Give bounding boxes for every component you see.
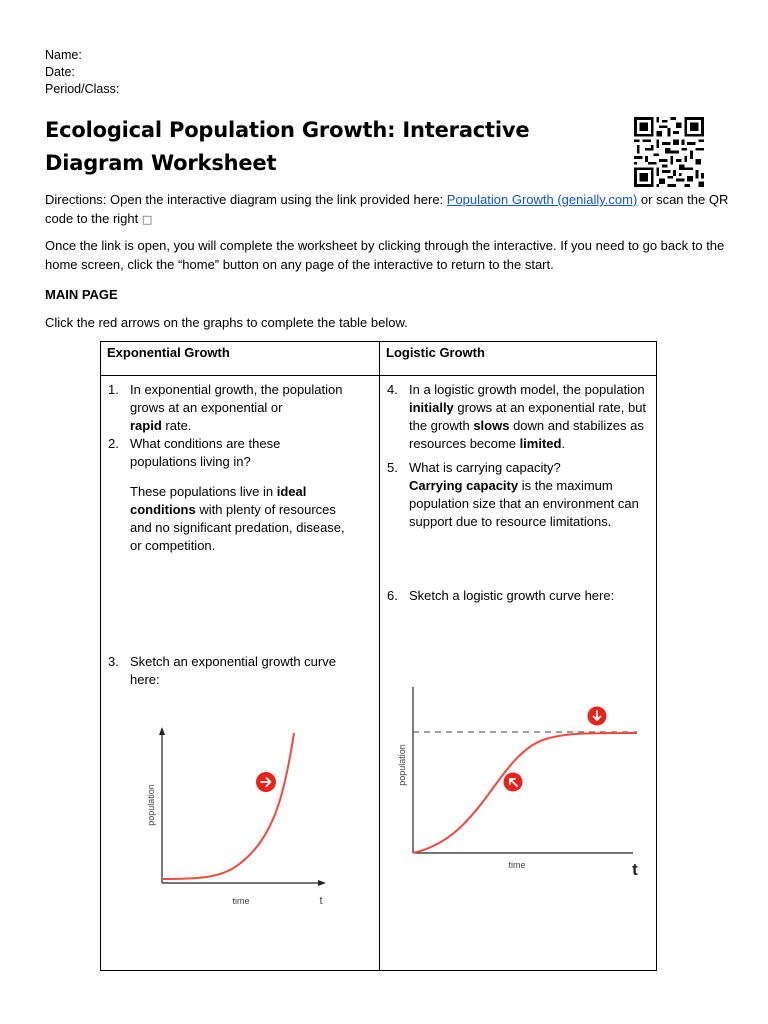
exp-ylabel: population [146, 784, 156, 826]
arrow-up-left-icon[interactable] [504, 773, 523, 792]
placeholder-box-glyph: □ [141, 212, 153, 226]
exp-t-label: t [319, 895, 323, 907]
logistic-curve [413, 733, 637, 853]
log-t-label: t [632, 860, 638, 879]
logistic-column: 4. In a logistic growth model, the population initially grows at an exponential rate, but the growth slows down and stabilizes as resources become limited. 5. What is carrying capacity? Carrying capacity is the maximum population size that an environment can support due to resource limitations. 6. Sketch a logistic growth curve here: population time t [380, 376, 657, 971]
x-axis-arrow [318, 880, 326, 886]
log-xlabel: time [508, 860, 526, 870]
exponential-growth-header: Exponential Growth [101, 342, 380, 376]
logistic-growth-graph [393, 647, 663, 887]
population-growth-link[interactable]: Population Growth (genially.com) [446, 192, 638, 207]
instructions: Once the link is open, you will complete the worksheet by clicking through the interactive. If you need to go back to the home screen, click the “home” button on any page of the interactive to return to the start. [45, 238, 725, 272]
answer-rapid: rapid [130, 418, 162, 433]
exponential-growth-graph [142, 697, 342, 917]
exp-xlabel: time [232, 896, 250, 906]
directions-text: Directions: Open the interactive diagram using the link provided here: [45, 192, 447, 207]
answer-2: These populations live in ideal conditions with plenty of resources and no significant predation, disease, or competition. [130, 484, 345, 553]
date-label: Date: [45, 65, 75, 79]
arrow-down-icon[interactable] [588, 707, 607, 726]
main-page-heading: MAIN PAGE [45, 287, 118, 302]
directions-text-end: or scan the QR code to the right [45, 192, 729, 226]
y-axis-arrow [159, 727, 165, 735]
log-ylabel: population [397, 744, 407, 786]
qr-code-icon [634, 117, 704, 187]
arrow-right-icon[interactable] [256, 772, 276, 792]
student-info [45, 47, 119, 98]
name-label: Name: [45, 48, 82, 62]
period-label: Period/Class: [45, 82, 120, 96]
exponential-curve [162, 733, 294, 879]
page-title: Ecological Population Growth: Interactive Diagram Worksheet [45, 118, 530, 175]
logistic-growth-header: Logistic Growth [380, 342, 657, 376]
directions [45, 191, 735, 229]
exponential-column: 1. In exponential growth, the population grows at an exponential or rapid rate. 2. What conditions are these populations living in? These populations live in ideal conditions with plenty of resources and no significant predation, disease, or competition. 3. Sketch an exponential growth curve here: population time t [101, 376, 380, 971]
worksheet-table [100, 341, 657, 971]
table-intro: Click the red arrows on the graphs to complete the table below. [45, 315, 408, 330]
